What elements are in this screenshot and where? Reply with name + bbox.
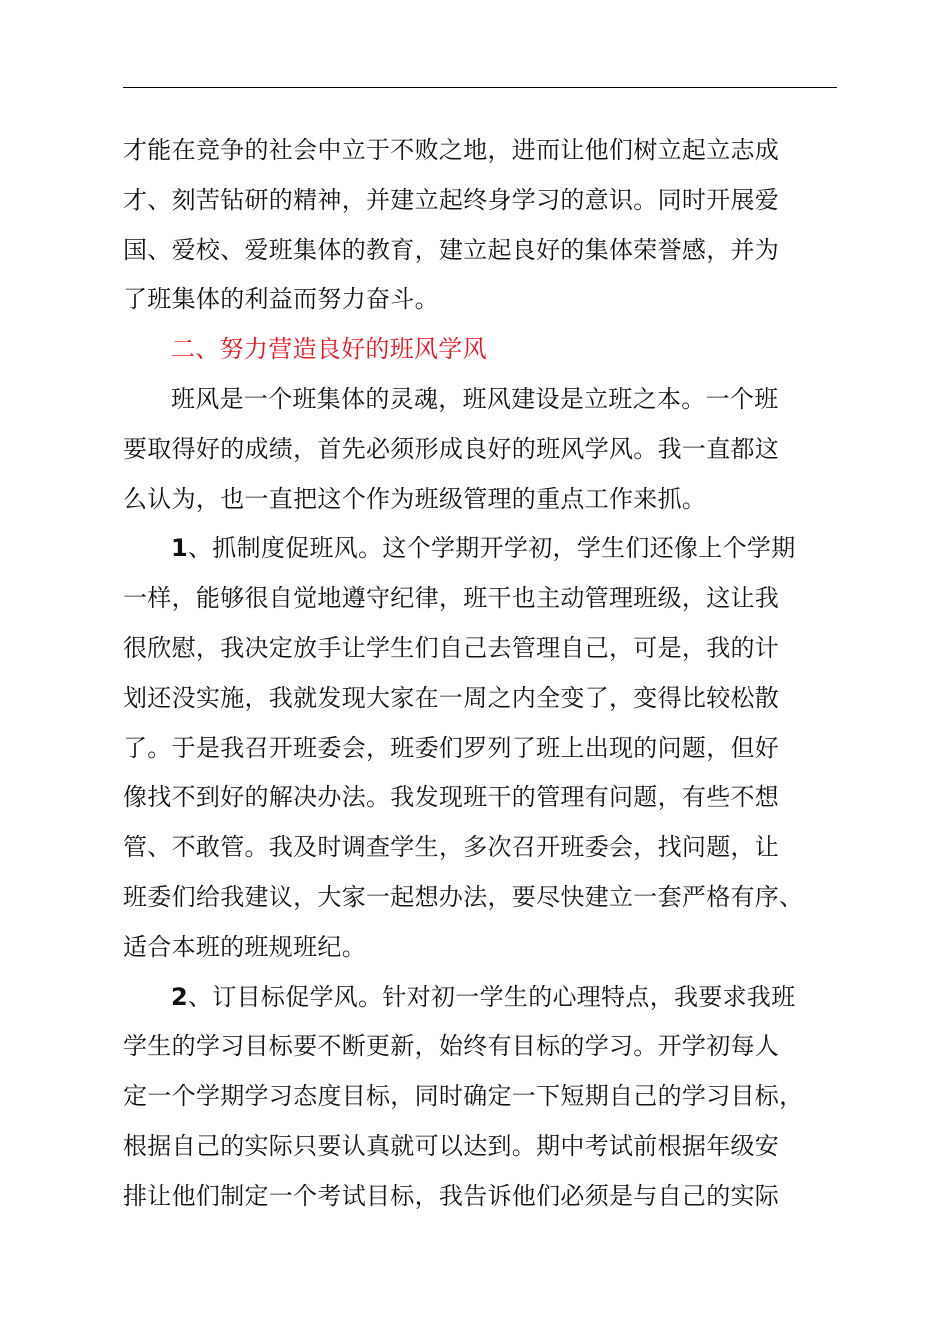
list-item-number: 2 — [171, 982, 188, 1011]
paragraph-line: 才、刻苦钻研的精神，并建立起终身学习的意识。同时开展爱 — [123, 185, 780, 214]
document-body — [123, 126, 863, 1222]
section-heading: 二、努力营造良好的班风学风 — [171, 335, 487, 364]
list-item-2-first-line — [123, 973, 863, 1023]
paragraph-line: 定一个学期学习态度目标，同时确定一下短期自己的学习目标， — [123, 1082, 804, 1111]
paragraph-line: 了。于是我召开班委会，班委们罗列了班上出现的问题，但好 — [123, 733, 780, 762]
paragraph-line: 才能在竞争的社会中立于不败之地，进而让他们树立起立志成 — [123, 136, 780, 164]
list-item-text: 、订目标促学风。针对初一学生的心理特点，我要求我班 — [188, 982, 796, 1011]
list-item-1-first-line — [123, 524, 863, 574]
paragraph-line: 管、不敢管。我及时调查学生，多次召开班委会，找问题，让 — [123, 833, 780, 862]
paragraph-line: 一样，能够很自觉地遵守纪律，班干也主动管理班级，这让我 — [123, 584, 780, 613]
paragraph-line: 要取得好的成绩，首先必须形成良好的班风学风。我一直都这 — [123, 434, 780, 463]
paragraph-line: 班风是一个班集体的灵魂，班风建设是立班之本。一个班 — [171, 384, 779, 413]
paragraph-line: 很欣慰，我决定放手让学生们自己去管理自己，可是，我的计 — [123, 633, 780, 662]
paragraph-line: 学生的学习目标要不断更新，始终有目标的学习。开学初每人 — [123, 1032, 780, 1061]
header-rule — [123, 87, 837, 88]
paragraph-line: 了班集体的利益而努力奋斗。 — [123, 285, 439, 314]
list-item-text: 、抓制度促班风。这个学期开学初，学生们还像上个学期 — [188, 534, 796, 563]
paragraph-line: 适合本班的班规班纪。 — [123, 932, 366, 961]
paragraph-line: 像找不到好的解决办法。我发现班干的管理有问题，有些不想 — [123, 783, 780, 812]
paragraph-line: 排让他们制定一个考试目标，我告诉他们必须是与自己的实际 — [123, 1181, 780, 1210]
paragraph-line: 划还没实施，我就发现大家在一周之内全变了，变得比较松散 — [123, 683, 780, 712]
paragraph-line: 根据自己的实际只要认真就可以达到。期中考试前根据年级安 — [123, 1131, 780, 1160]
paragraph-line: 么认为，也一直把这个作为班级管理的重点工作来抓。 — [123, 484, 707, 513]
list-item-number: 1 — [171, 534, 188, 563]
paragraph-line: 班委们给我建议，大家一起想办法，要尽快建立一套严格有序、 — [123, 882, 804, 911]
paragraph-line: 国、爱校、爱班集体的教育，建立起良好的集体荣誉感，并为 — [123, 235, 780, 264]
